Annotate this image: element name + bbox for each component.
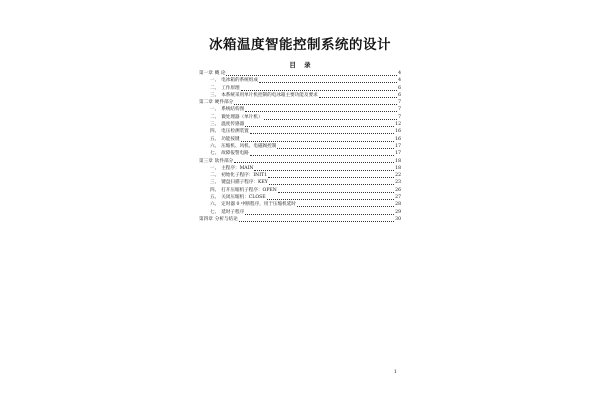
toc-leader-dots [319, 97, 397, 98]
toc-leader-dots [245, 126, 394, 127]
toc-entry[interactable] [199, 85, 401, 92]
toc-entry-number: 第一章 [199, 71, 213, 76]
toc-entry-page: 17 [395, 151, 401, 157]
toc-leader-dots [234, 104, 397, 105]
toc-entry-number: 第二章 [199, 100, 213, 106]
toc-entry-page: 7 [398, 114, 401, 120]
toc-entry-label: 系统结构图 [221, 107, 245, 113]
toc-entry-number: 二、 [210, 114, 220, 120]
toc-leader-dots [267, 199, 395, 200]
toc-leader-dots [241, 141, 395, 142]
toc-entry[interactable] [199, 216, 401, 223]
toc-entry-label: 定时器 0 中断程序，用于压缩机延时 [221, 202, 296, 208]
toc-entry[interactable] [199, 194, 401, 201]
toc-entry-label: 压缩机、风机、电磁阀控制 [221, 143, 277, 149]
toc-entry-label: 微处理器（单片机） [221, 114, 263, 120]
toc-entry-number: 一、 [210, 165, 220, 171]
toc-entry-label: 温度传感器 [221, 122, 245, 128]
toc-entry-label: 电压检测装置 [221, 129, 249, 135]
toc-entry-label: 硬件部分 [214, 100, 234, 106]
toc-entry-page: 7 [398, 107, 401, 113]
toc-entry-number: 四、 [210, 129, 220, 135]
toc-entry[interactable] [199, 70, 401, 77]
toc-entry-page: 27 [395, 195, 401, 201]
toc-entry-number: 三、 [210, 92, 220, 98]
toc-entry-page: 30 [395, 216, 401, 222]
toc-entry-label: 故障报警电路 [221, 151, 249, 157]
toc-entry-page: 12 [395, 122, 401, 128]
toc-entry[interactable] [199, 172, 401, 179]
toc-entry-page: 28 [395, 202, 401, 208]
toc-entry-label: 本系统采用单片机控制的电冰箱主要功能及要求 [221, 92, 318, 98]
document-title: 冰箱温度智能控制系统的设计 [209, 37, 391, 53]
toc-entry-number: 三、 [210, 180, 220, 186]
toc-entry-page: 6 [398, 85, 401, 91]
toc-entry-page: 4 [398, 71, 401, 76]
toc-entry-page: 29 [395, 209, 401, 215]
toc-entry-page: 18 [395, 158, 401, 164]
toc-entry[interactable] [199, 187, 401, 194]
toc-entry-page: 7 [398, 100, 401, 106]
toc-entry-page: 22 [395, 173, 401, 179]
toc-entry[interactable] [199, 121, 401, 128]
toc-entry[interactable] [199, 136, 401, 143]
toc-leader-dots [297, 206, 394, 207]
toc-entry-label: 主程序：MAIN [221, 165, 254, 171]
toc-leader-dots [245, 111, 397, 112]
toc-entry-label: 电冰箱的系统组成 [221, 78, 258, 84]
toc-entry-number: 二、 [210, 85, 220, 91]
toc-entry[interactable] [199, 150, 401, 157]
toc-entry[interactable] [199, 128, 401, 135]
toc-leader-dots [268, 177, 394, 178]
toc-entry-page: 18 [395, 165, 401, 171]
table-of-contents [199, 70, 401, 223]
toc-leader-dots [264, 119, 398, 120]
toc-entry[interactable] [199, 114, 401, 121]
toc-entry-number: 一、 [210, 78, 220, 84]
toc-leader-dots [254, 170, 394, 171]
toc-leader-dots [277, 148, 394, 149]
toc-entry[interactable] [199, 201, 401, 208]
toc-entry[interactable] [199, 158, 401, 165]
toc-leader-dots [250, 133, 394, 134]
toc-entry-label: 功能按键 [221, 136, 240, 142]
toc-entry-label: 分析与结论 [214, 216, 238, 222]
toc-entry-label: 延时子程序 [221, 209, 245, 215]
toc-entry-number: 一、 [210, 107, 220, 113]
toc-entry[interactable] [199, 77, 401, 84]
toc-leader-dots [239, 221, 394, 222]
toc-entry-label: 打开压缩机子程序：OPEN [221, 187, 277, 193]
toc-leader-dots [245, 214, 394, 215]
toc-entry-page: 16 [395, 129, 401, 135]
toc-entry-label: 概 论 [214, 71, 226, 76]
toc-leader-dots [241, 90, 397, 91]
toc-leader-dots [278, 192, 394, 193]
toc-entry-page: 4 [398, 78, 401, 84]
toc-entry-page: 23 [395, 180, 401, 186]
toc-entry-number: 第四章 [199, 216, 213, 222]
toc-entry-page: 26 [395, 187, 401, 193]
toc-entry[interactable] [199, 209, 401, 216]
toc-entry-number: 七、 [210, 209, 220, 215]
toc-entry-page: 17 [395, 143, 401, 149]
toc-entry-page: 6 [398, 92, 401, 98]
page-number: 1 [394, 370, 397, 375]
toc-entry-label: 工作原理 [221, 85, 240, 91]
toc-entry[interactable] [199, 106, 401, 113]
toc-leader-dots [259, 82, 397, 83]
toc-entry-number: 四、 [210, 187, 220, 193]
toc-entry-number: 三、 [210, 122, 220, 128]
toc-entry[interactable] [199, 143, 401, 150]
toc-entry-number: 五、 [210, 195, 220, 201]
toc-entry-number: 第三章 [199, 158, 213, 164]
toc-entry-number: 七、 [210, 151, 220, 157]
toc-entry-page: 16 [395, 136, 401, 142]
toc-entry[interactable] [199, 92, 401, 99]
toc-entry[interactable] [199, 179, 401, 186]
toc-entry-number: 六、 [210, 143, 220, 149]
toc-entry[interactable] [199, 165, 401, 172]
toc-entry-number: 二、 [210, 173, 220, 179]
toc-entry-number: 五、 [210, 136, 220, 142]
toc-entry-label: 软件部分 [214, 158, 234, 164]
toc-leader-dots [269, 184, 394, 185]
toc-entry-label: 关闭压缩机：CLOSE [221, 195, 266, 201]
toc-entry-number: 六、 [210, 202, 220, 208]
toc-entry[interactable] [199, 99, 401, 106]
toc-entry-label: 键盘扫描子程序：KEY [221, 180, 268, 186]
toc-leader-dots [226, 75, 397, 76]
toc-entry-label: 初始化子程序：INIT1 [221, 173, 267, 179]
toc-leader-dots [250, 155, 394, 156]
toc-leader-dots [234, 162, 394, 163]
toc-heading: 目 录 [289, 61, 311, 69]
